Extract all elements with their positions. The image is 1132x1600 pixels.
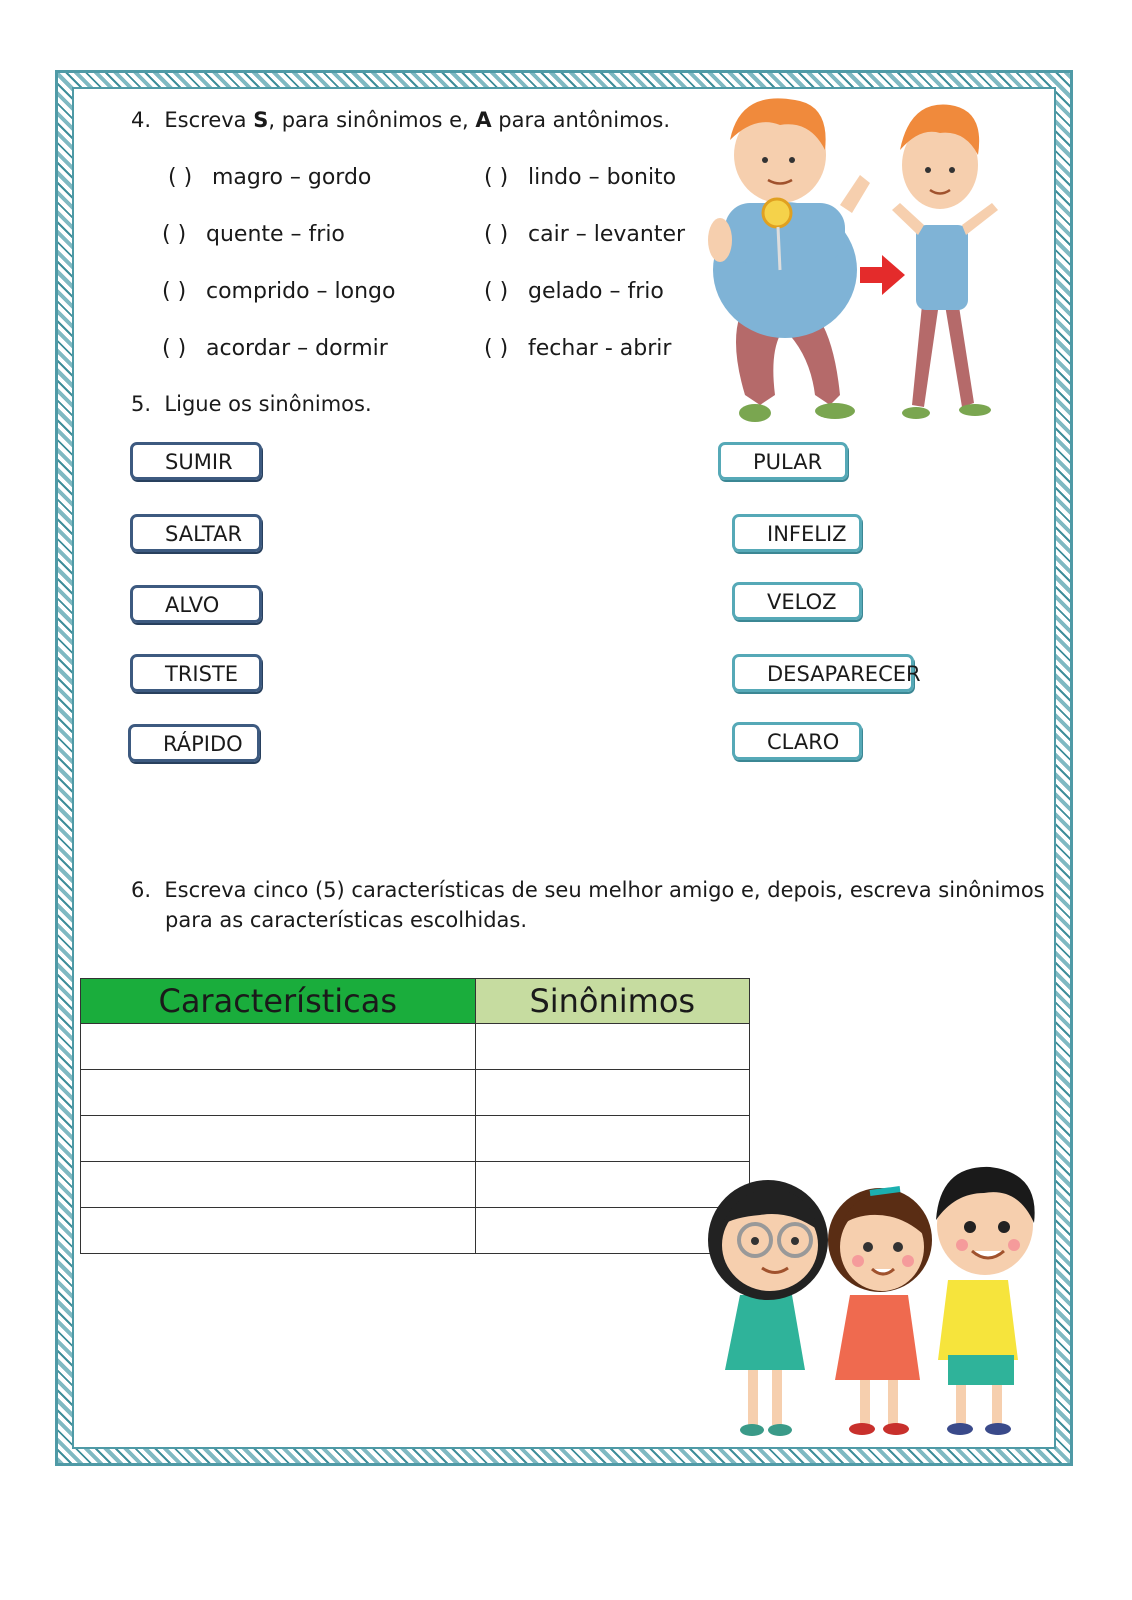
question-4-title: 4. Escreva S, para sinônimos e, A para antônimos.	[131, 108, 671, 132]
table-row	[81, 1116, 750, 1162]
left-word-alvo[interactable]: ALVO	[130, 585, 262, 623]
table-cell[interactable]	[81, 1070, 476, 1116]
boy-figure	[936, 1167, 1035, 1435]
q4-left-item-4[interactable]: ( ) acordar – dormir	[162, 336, 388, 361]
right-word-desaparecer[interactable]: DESAPARECER	[732, 654, 914, 692]
q4-right-item-1[interactable]: ( ) lindo – bonito	[484, 165, 677, 190]
thin-boy-figure	[892, 105, 998, 419]
header-caracteristicas: Características	[81, 979, 476, 1024]
table-row	[81, 1162, 750, 1208]
question-6-title-line2: para as características escolhidas.	[165, 908, 528, 932]
right-word-claro[interactable]: CLARO	[732, 722, 862, 760]
girl-with-glasses-figure	[708, 1180, 828, 1436]
table-cell[interactable]	[81, 1116, 476, 1162]
middle-girl-figure	[828, 1188, 932, 1435]
red-arrow-icon	[860, 255, 905, 295]
fat-boy-figure	[708, 98, 870, 422]
left-word-saltar[interactable]: SALTAR	[130, 514, 262, 552]
table-row	[81, 1208, 750, 1254]
q4-right-item-4[interactable]: ( ) fechar - abrir	[484, 336, 672, 361]
q4-right-item-3[interactable]: ( ) gelado – frio	[484, 279, 664, 304]
table-cell[interactable]	[475, 1116, 749, 1162]
table-cell[interactable]	[81, 1162, 476, 1208]
table-cell[interactable]	[81, 1024, 476, 1070]
q4-left-item-1[interactable]: ( ) magro – gordo	[168, 165, 372, 190]
table-cell[interactable]	[81, 1208, 476, 1254]
characteristics-table	[80, 978, 750, 1254]
left-word-triste[interactable]: TRISTE	[130, 654, 262, 692]
q4-right-item-2[interactable]: ( ) cair – levanter	[484, 222, 686, 247]
right-word-pular[interactable]: PULAR	[718, 442, 848, 480]
header-sinonimos: Sinônimos	[475, 979, 749, 1024]
boy-fat-to-thin-illustration	[700, 95, 1030, 435]
right-word-veloz[interactable]: VELOZ	[732, 582, 862, 620]
left-word-sumir[interactable]: SUMIR	[130, 442, 262, 480]
q4-left-item-2[interactable]: ( ) quente – frio	[162, 222, 345, 247]
three-kids-illustration	[700, 1165, 1060, 1450]
question-6-title: 6. Escreva cinco (5) características de seu melhor amigo e, depois, escreva sinônimos	[131, 878, 1045, 902]
left-word-rapido[interactable]: RÁPIDO	[128, 724, 260, 762]
table-row	[81, 1024, 750, 1070]
question-5-title: 5. Ligue os sinônimos.	[131, 392, 372, 416]
q4-left-item-3[interactable]: ( ) comprido – longo	[162, 279, 396, 304]
table-cell[interactable]	[475, 1024, 749, 1070]
table-row	[81, 1070, 750, 1116]
table-cell[interactable]	[475, 1070, 749, 1116]
right-word-infeliz[interactable]: INFELIZ	[732, 514, 862, 552]
